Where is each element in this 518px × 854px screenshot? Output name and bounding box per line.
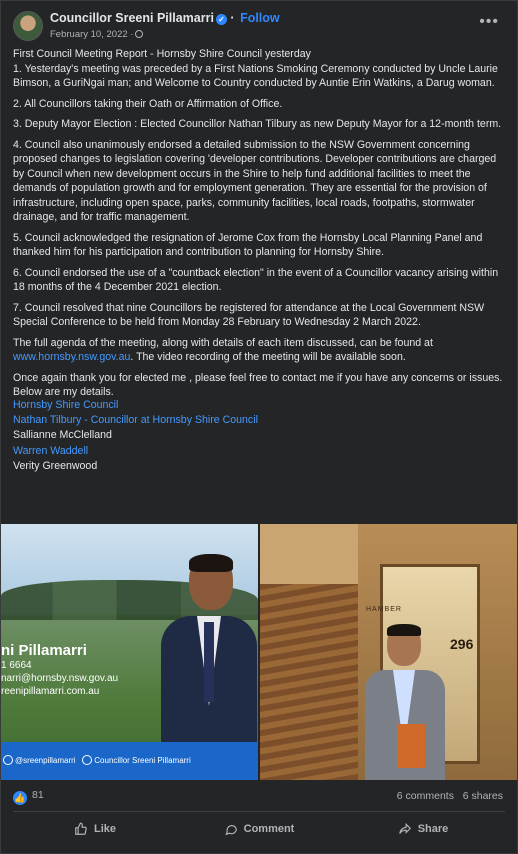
agenda-text-end: . The video recording of the meeting will be available soon.: [130, 351, 406, 363]
instagram-icon: [3, 755, 13, 765]
facebook-handle: Councillor Sreeni Pillamarri: [94, 756, 191, 765]
item-2: 2. All Councillors taking their Oath or Affirmation of Office.: [13, 97, 283, 110]
post-stats: [13, 789, 505, 805]
comments-count[interactable]: 6 comments: [396, 790, 454, 802]
share-label: Share: [417, 823, 449, 835]
post-date[interactable]: [50, 29, 143, 40]
tag-hornsby-shire-council[interactable]: Hornsby Shire Council: [13, 398, 119, 411]
more-options-icon[interactable]: •••: [479, 13, 499, 30]
author-line: Councillor Sreeni Pillamarri ✓ · Follow: [50, 11, 280, 25]
agenda-paragraph: [13, 336, 507, 365]
social-banner: [1, 742, 258, 780]
item-1: 1. Yesterday's meeting was preceded by a First Nations Smoking Ceremony conducted by Uncle Laurie Bimson, a GuriNgai man; and Welcome to Country conducted by Auntie Erin Watkins, a Darug woman.: [13, 62, 498, 89]
globe-icon: [135, 30, 143, 38]
comment-label: Comment: [243, 823, 295, 835]
photo-grid: [1, 524, 517, 782]
card-phone: 1 6664: [1, 660, 32, 671]
post-title: First Council Meeting Report - Hornsby Shire Council yesterday: [13, 48, 311, 60]
post-date-text: February 10, 2022 ·: [50, 29, 134, 40]
item-3: 3. Deputy Mayor Election : Elected Councillor Nathan Tilbury as new Deputy Mayor for a 12-month term.: [13, 118, 502, 130]
thumbs-up-icon: [74, 822, 88, 836]
card-details: [1, 642, 171, 698]
agenda-link[interactable]: www.hornsby.nsw.gov.au: [13, 351, 131, 363]
card-website: reenipillamarri.com.au: [1, 686, 100, 697]
share-icon: [398, 822, 412, 836]
divider: [13, 811, 505, 812]
tag-nathan-tilbury[interactable]: Nathan Tilbury - Councillor at Hornsby Shire Council: [13, 413, 258, 426]
action-bar: [13, 815, 505, 843]
shares-count[interactable]: 6 shares: [462, 790, 503, 802]
agenda-text: The full agenda of the meeting, along with details of each item discussed, can be found at: [13, 336, 433, 349]
author-avatar[interactable]: [13, 11, 43, 41]
standing-figure: [365, 624, 445, 780]
like-button[interactable]: [13, 815, 177, 843]
name-verity-greenwood: Verity Greenwood: [13, 460, 98, 473]
item-5: 5. Council acknowledged the resignation of Jerome Cox from the Hornsby Local Planning Panel and thanked him for his participation and contribution to planning for Hornsby Shire.: [13, 231, 483, 258]
card-email: narri@hornsby.nsw.gov.au: [1, 673, 119, 684]
photo-campaign-card[interactable]: [1, 524, 258, 780]
staircase: [260, 584, 370, 780]
share-button[interactable]: [341, 815, 505, 843]
name-sallianne-mcclelland: Sallianne McClelland: [13, 429, 112, 442]
follow-button[interactable]: Follow: [240, 11, 280, 25]
street-number: 296: [450, 636, 474, 652]
like-reaction-icon[interactable]: 👍: [14, 793, 26, 803]
item-7: 7. Council resolved that nine Councillors be registered for attendance at the Local Government NSW Special Conference to be held from Monday 28 February to Wednesday 2 March 2022.: [13, 301, 485, 328]
like-label: Like: [93, 823, 116, 835]
comment-icon: [224, 822, 238, 836]
facebook-icon: [82, 755, 92, 765]
tag-warren-waddell[interactable]: Warren Waddell: [13, 444, 89, 457]
post-header: [13, 9, 505, 43]
chambers-sign: HAMBER: [366, 606, 402, 613]
verified-icon: ✓: [216, 14, 227, 25]
author-name[interactable]: Councillor Sreeni Pillamarri: [50, 11, 214, 25]
post-body: [13, 47, 507, 475]
comment-button[interactable]: [177, 815, 341, 843]
photo-chambers[interactable]: [260, 524, 517, 780]
engagement-counts: [397, 790, 503, 802]
item-6: 6. Council endorsed the use of a "countback election" in the event of a Councillor vacancy arising within 18 months of the 4 December 2021 election.: [13, 266, 499, 293]
instagram-handle: @sreenpillamarri: [15, 756, 76, 765]
thanks-paragraph: Once again thank you for elected me , please feel free to contact me if you have any concerns or issues. Below are my details.: [13, 371, 503, 398]
reaction-count[interactable]: 81: [32, 789, 44, 801]
item-4: 4. Council also unanimously endorsed a detailed submission to the NSW Government concerning proposed changes to legislation covering 'developer contributions. Developer contributions are charged by Council when new development occurs in the Shire to help fund additional facilities to meet the demands of population growth and for employment generation. They are essential for the provision of infrastructure, including open space, parks, community facilities, local roads, footpaths, stormwater drainage, and for traffic management.: [13, 138, 497, 223]
card-name: ni Pillamarri: [1, 642, 87, 659]
tagged-names: [13, 398, 507, 475]
